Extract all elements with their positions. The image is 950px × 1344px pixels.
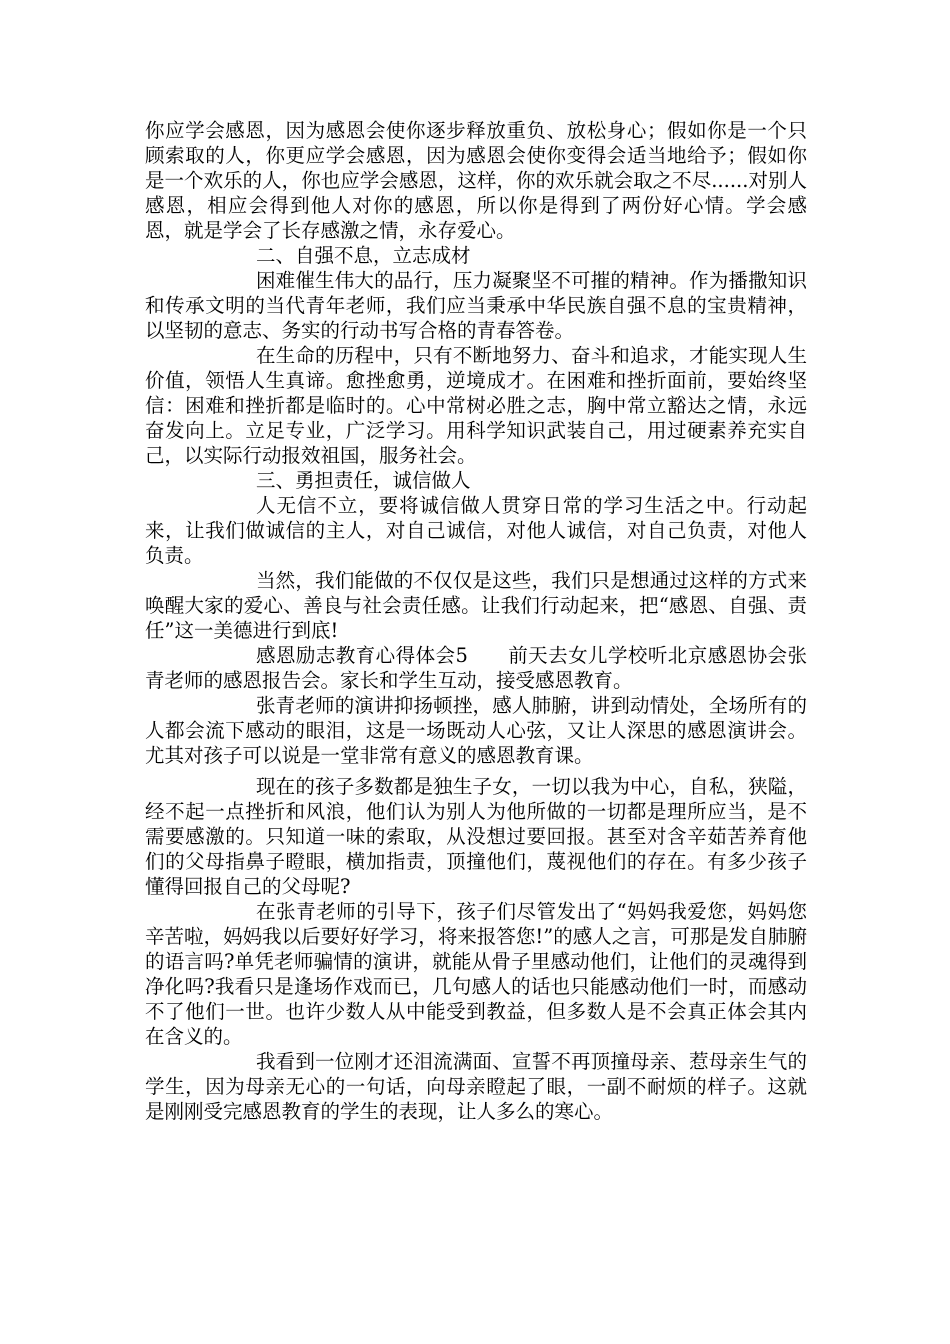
paragraph-6: 人无信不立，要将诚信做人贯穿日常的学习生活之中。行动起来，让我们做诚信的主人，对自己诚信，对他人诚信，对自己负责，对他人负责。: [145, 494, 807, 567]
paragraph-8: 感恩励志教育心得体会5 前天去女儿学校听北京感恩协会张青老师的感恩报告会。家长和学生互动，接受感恩教育。: [145, 644, 807, 692]
paragraph-10: 现在的孩子多数都是独生子女，一切以我为中心，自私，狭隘，经不起一点挫折和风浪，他们认为别人为他所做的一切都是理所应当，是不需要感激的。只知道一味的索取，从没想过要回报。甚至对含辛茹苦养育他们的父母指鼻子瞪眼，横加指责，顶撞他们，蔑视他们的存在。有多少孩子懂得回报自己的父母呢?: [145, 775, 807, 898]
section-heading-2: 二、自强不息，立志成材: [256, 244, 471, 267]
paragraph-9: 张青老师的演讲抑扬顿挫，感人肺腑，讲到动情处，全场所有的人都会流下感动的眼泪，这是一场既动人心弦，又让人深思的感恩演讲会。尤其对孩子可以说是一堂非常有意义的感恩教育课。: [145, 694, 807, 767]
section-heading-3: 三、勇担责任，诚信做人: [256, 469, 471, 492]
paragraph-11: 在张青老师的引导下，孩子们尽管发出了“妈妈我爱您，妈妈您辛苦啦，妈妈我以后要好好学习，将来报答您!”的感人之言，可那是发自肺腑的语言吗?单凭老师骗情的演讲，就能从骨子里感动他们，让他们的灵魂得到净化吗?我看只是逢场作戏而已，几句感人的话也只能感动他们一时，而感动不了他们一世。也许少数人从中能受到教益，但多数人是不会真正体会其内在含义的。: [145, 900, 807, 1048]
paragraph-3: 困难催生伟大的品行，压力凝聚坚不可摧的精神。作为播撒知识和传承文明的当代青年老师，我们应当秉承中华民族自强不息的宝贵精神，以坚韧的意志、务实的行动书写合格的青春答卷。: [145, 269, 807, 342]
paragraph-12: 我看到一位刚才还泪流满面、宣誓不再顶撞母亲、惹母亲生气的学生，因为母亲无心的一句话，向母亲瞪起了眼，一副不耐烦的样子。这就是刚刚受完感恩教育的学生的表现，让人多么的寒心。: [145, 1050, 807, 1123]
paragraph-7: 当然，我们能做的不仅仅是这些，我们只是想通过这样的方式来唤醒大家的爱心、善良与社会责任感。让我们行动起来，把“感恩、自强、责任”这一美德进行到底!: [145, 569, 807, 642]
paragraph-1: 你应学会感恩，因为感恩会使你逐步释放重负、放松身心；假如你是一个只顾索取的人，你更应学会感恩，因为感恩会使你变得会适当地给予；假如你是一个欢乐的人，你也应学会感恩，这样，你的欢乐就会取之不尽......对别人感恩，相应会得到他人对你的感恩，所以你是得到了两份好心情。学会感恩，就是学会了长存感激之情，永存爱心。: [145, 119, 807, 242]
paragraph-4: 在生命的历程中，只有不断地努力、奋斗和追求，才能实现人生价值，领悟人生真谛。愈挫愈勇，逆境成才。在困难和挫折面前，要始终坚信：困难和挫折都是临时的。心中常树必胜之志，胸中常立豁达之情，永远奋发向上。立足专业，广泛学习。用科学知识武装自己，用过硬素养充实自己，以实际行动报效祖国，服务社会。: [145, 344, 807, 467]
document-body: [145, 118, 807, 1124]
